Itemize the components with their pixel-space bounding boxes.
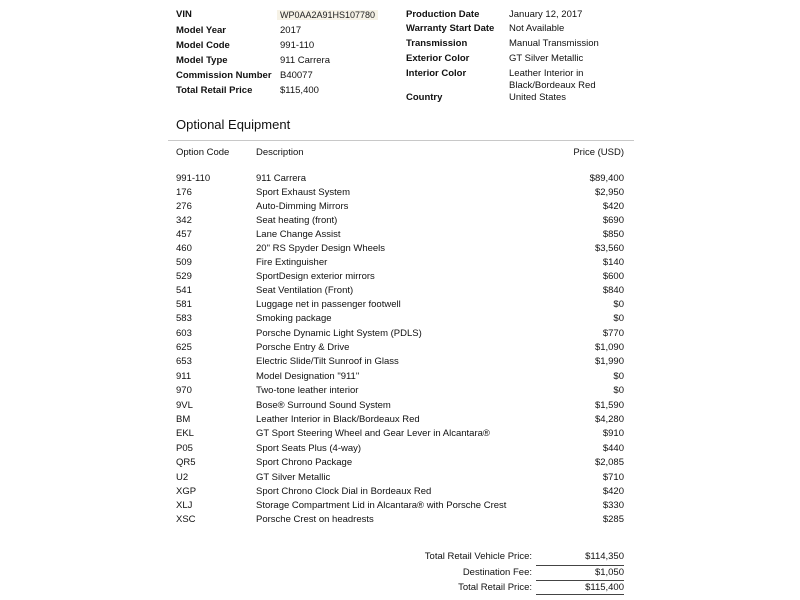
option-price: $89,400 — [589, 173, 624, 184]
option-price: $910 — [602, 428, 624, 439]
table-row — [0, 285, 800, 299]
option-price: $2,950 — [594, 187, 624, 198]
option-price: $2,085 — [594, 457, 624, 468]
option-description: Model Designation "911" — [256, 371, 360, 382]
totals-divider — [536, 565, 624, 566]
option-description: Auto-Dimming Mirrors — [256, 201, 349, 212]
section-divider — [168, 140, 634, 141]
table-row — [0, 215, 800, 229]
option-code: 9VL — [176, 400, 193, 411]
model-code-label: Model Code — [176, 40, 230, 51]
warranty-start-label: Warranty Start Date — [406, 23, 495, 34]
option-description: GT Sport Steering Wheel and Gear Lever in Alcantara® — [256, 428, 490, 439]
option-price: $0 — [613, 299, 624, 310]
total-vehicle-price-label: Total Retail Vehicle Price: — [424, 551, 532, 562]
production-date-value: January 12, 2017 — [509, 9, 583, 20]
table-row — [0, 257, 800, 271]
option-code: 991-110 — [176, 173, 211, 184]
option-code: 509 — [176, 257, 192, 268]
table-row — [0, 514, 800, 528]
option-code: P05 — [176, 443, 193, 454]
option-description: Porsche Entry & Drive — [256, 342, 350, 353]
table-row — [0, 486, 800, 500]
section-title: Optional Equipment — [176, 117, 291, 132]
option-code: 653 — [176, 356, 192, 367]
table-row — [0, 385, 800, 399]
option-description: Sport Exhaust System — [256, 187, 350, 198]
model-year-label: Model Year — [176, 25, 226, 36]
option-code: BM — [176, 414, 191, 425]
option-code: 176 — [176, 187, 192, 198]
option-code: XGP — [176, 486, 197, 497]
table-row — [0, 173, 800, 187]
option-price: $0 — [613, 371, 624, 382]
option-price: $770 — [602, 328, 624, 339]
table-row — [0, 271, 800, 285]
option-description: Porsche Crest on headrests — [256, 514, 374, 525]
option-price: $420 — [602, 201, 624, 212]
option-description: Sport Chrono Clock Dial in Bordeaux Red — [256, 486, 432, 497]
option-description: GT Silver Metallic — [256, 472, 331, 483]
table-row — [0, 472, 800, 486]
table-row — [0, 457, 800, 471]
model-code-value: 991-110 — [280, 40, 315, 51]
option-description: Fire Extinguisher — [256, 257, 328, 268]
vin-label: VIN — [176, 9, 192, 20]
country-label: Country — [406, 92, 443, 103]
table-row — [0, 201, 800, 215]
option-description: Lane Change Assist — [256, 229, 341, 240]
exterior-color-label: Exterior Color — [406, 53, 470, 64]
table-row — [0, 342, 800, 356]
option-price: $4,280 — [594, 414, 624, 425]
production-date-label: Production Date — [406, 9, 480, 20]
option-price: $1,090 — [594, 342, 624, 353]
transmission-value: Manual Transmission — [509, 38, 599, 49]
option-code: 970 — [176, 385, 192, 396]
table-row — [0, 356, 800, 370]
option-description: Leather Interior in Black/Bordeaux Red — [256, 414, 420, 425]
option-description: Two-tone leather interior — [256, 385, 359, 396]
vin-value: WP0AA2A91HS107780 — [277, 10, 378, 20]
option-code: 583 — [176, 313, 192, 324]
model-type-label: Model Type — [176, 55, 228, 66]
option-price: $330 — [602, 500, 624, 511]
option-code: 457 — [176, 229, 192, 240]
option-code: XLJ — [176, 500, 193, 511]
interior-color-label: Interior Color — [406, 68, 467, 79]
table-row — [0, 371, 800, 385]
option-description: Storage Compartment Lid in Alcantara® with Porsche Crest — [256, 500, 507, 511]
table-row — [0, 299, 800, 313]
option-price: $0 — [613, 313, 624, 324]
total-retail-price-value: $115,400 — [280, 85, 319, 96]
commission-number-label: Commission Number — [176, 70, 272, 81]
table-row — [0, 443, 800, 457]
option-code: XSC — [176, 514, 196, 525]
table-row — [0, 400, 800, 414]
table-row — [0, 313, 800, 327]
option-description: Smoking package — [256, 313, 332, 324]
commission-number-value: B40077 — [280, 70, 313, 81]
option-price: $0 — [613, 385, 624, 396]
option-description: Bose® Surround Sound System — [256, 400, 391, 411]
total-retail-price-label: Total Retail Price — [176, 85, 253, 96]
table-row — [0, 243, 800, 257]
table-row — [0, 414, 800, 428]
table-row — [0, 500, 800, 514]
option-code: 529 — [176, 271, 192, 282]
option-code: EKL — [176, 428, 194, 439]
option-price: $1,990 — [594, 356, 624, 367]
option-code: 460 — [176, 243, 192, 254]
column-header-code: Option Code — [176, 147, 230, 158]
option-price: $850 — [602, 229, 624, 240]
option-code: 276 — [176, 201, 192, 212]
option-description: 911 Carrera — [256, 173, 306, 184]
option-price: $710 — [602, 472, 624, 483]
model-year-value: 2017 — [280, 25, 302, 36]
grand-total-value: $115,400 — [585, 582, 624, 593]
option-price: $600 — [602, 271, 624, 282]
option-code: 581 — [176, 299, 192, 310]
country-value: United States — [509, 92, 567, 103]
option-price: $1,590 — [594, 400, 624, 411]
exterior-color-value: GT Silver Metallic — [509, 53, 584, 64]
option-description: Sport Seats Plus (4-way) — [256, 443, 362, 454]
option-price: $3,560 — [594, 243, 624, 254]
option-description: Porsche Dynamic Light System (PDLS) — [256, 328, 422, 339]
option-description: Seat Ventilation (Front) — [256, 285, 354, 296]
option-price: $440 — [602, 443, 624, 454]
option-description: 20" RS Spyder Design Wheels — [256, 243, 386, 254]
destination-fee-label: Destination Fee: — [462, 567, 532, 578]
table-row — [0, 328, 800, 342]
option-code: 342 — [176, 215, 192, 226]
grand-total-row — [0, 582, 800, 596]
interior-color-value-line2: Black/Bordeaux Red — [509, 80, 596, 91]
model-type-value: 911 Carrera — [280, 55, 330, 66]
column-header-price: Price (USD) — [573, 147, 624, 158]
option-code: 625 — [176, 342, 192, 353]
destination-fee-value: $1,050 — [594, 567, 624, 578]
totals-divider — [536, 594, 624, 595]
option-code: U2 — [176, 472, 189, 483]
option-price: $690 — [602, 215, 624, 226]
option-price: $840 — [602, 285, 624, 296]
total-vehicle-price-row — [0, 551, 800, 565]
transmission-label: Transmission — [406, 38, 468, 49]
option-code: 603 — [176, 328, 192, 339]
grand-total-label: Total Retail Price: — [458, 582, 532, 593]
option-description: Sport Chrono Package — [256, 457, 353, 468]
total-vehicle-price-value: $114,350 — [585, 551, 624, 562]
column-header-description: Description — [256, 147, 304, 158]
table-row — [0, 187, 800, 201]
totals-divider — [536, 580, 624, 581]
option-description: Seat heating (front) — [256, 215, 338, 226]
option-description: Luggage net in passenger footwell — [256, 299, 401, 310]
table-row — [0, 229, 800, 243]
warranty-start-value: Not Available — [509, 23, 565, 34]
option-description: Electric Slide/Tilt Sunroof in Glass — [256, 356, 399, 367]
interior-color-value: Leather Interior in — [509, 68, 584, 79]
destination-fee-row — [0, 567, 800, 581]
option-price: $285 — [602, 514, 624, 525]
option-description: SportDesign exterior mirrors — [256, 271, 375, 282]
option-code: 911 — [176, 371, 192, 382]
option-price: $420 — [602, 486, 624, 497]
table-row — [0, 428, 800, 442]
option-code: 541 — [176, 285, 192, 296]
option-code: QR5 — [176, 457, 196, 468]
option-price: $140 — [602, 257, 624, 268]
